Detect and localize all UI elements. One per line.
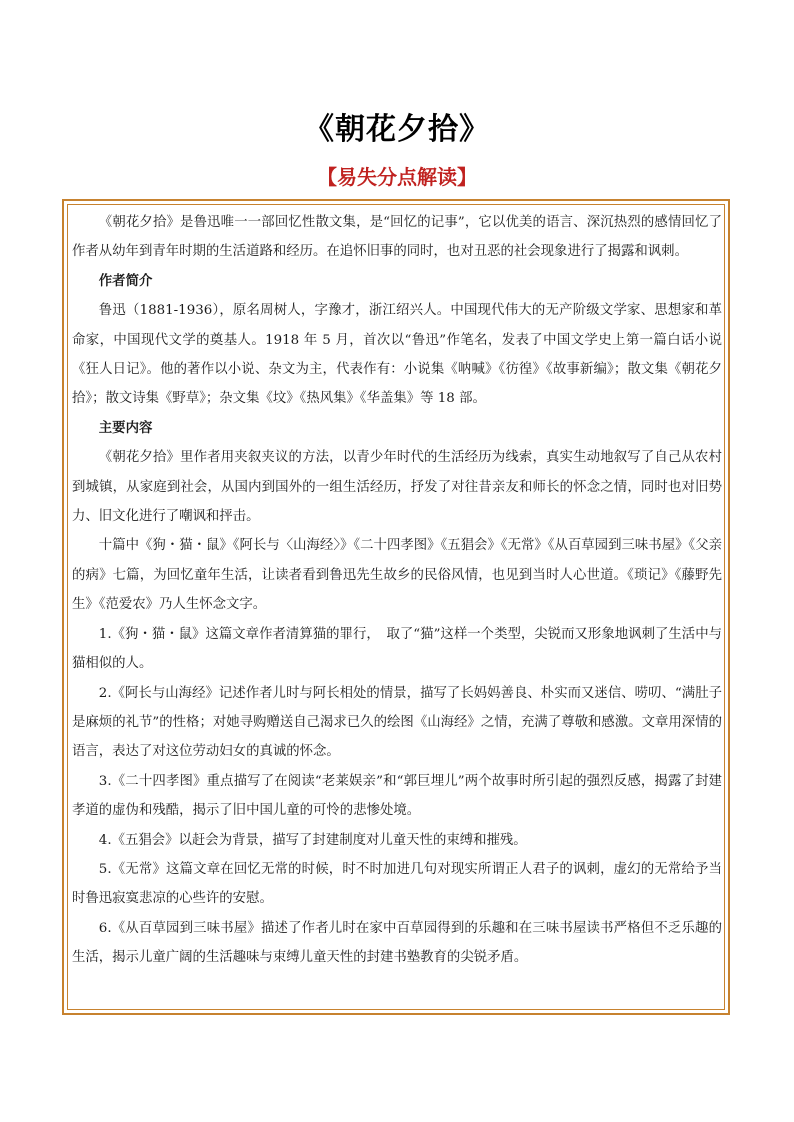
content-paragraph: 4.《五猖会》以赶会为背景，描写了封建制度对儿童天性的束缚和摧残。 <box>98 832 527 848</box>
content-paragraph: 5.《无常》这篇文章在回忆无常的时候，时不时加进几句对现实所谓正人君子的讽刺，虚幻的无常给予当时鲁迅寂寞悲凉的心些许的安慰。 <box>72 861 722 907</box>
content-paragraph: 3.《二十四孝图》重点描写了在阅读“老莱娱亲”和“郭巨埋儿”两个故事时所引起的强烈反感，揭露了封建孝道的虚伪和残酷，揭示了旧中国儿童的可怜的悲惨处境。 <box>72 773 722 819</box>
author-paragraph: 鲁迅（1881-1936），原名周树人，字豫才，浙江绍兴人。中国现代伟大的无产阶级文学家、思想家和革命家，中国现代文学的奠基人。1918 年 5 月，首次以“鲁迅”作笔名，发表了中国文学史上第一篇白话小说《狂人日记》。他的著作以小说、杂文为主，代表作有：小说集《呐喊》《彷徨》《故事新编》；散文集《朝花夕拾》；散文诗集《野草》；杂文集《坟》《热风集》《华盖集》等 18 部。 <box>72 303 722 407</box>
page-title: 《朝花夕拾》 <box>304 112 490 147</box>
content-paragraph: 《朝花夕拾》里作者用夹叙夹议的方法，以青少年时代的生活经历为线索，真实生动地叙写了自己从农村到城镇，从家庭到社会，从国内到国外的一组生活经历，抒发了对往昔亲友和师长的怀念之情，同时也对旧势力、旧文化进行了嘲讽和抨击。 <box>72 450 722 525</box>
section-heading: 【易失分点解读】 <box>317 165 477 189</box>
author-heading: 作者简介 <box>98 273 153 289</box>
intro-paragraph: 《朝花夕拾》是鲁迅唯一一部回忆性散文集，是“回忆的记事”，它以优美的语言、深沉热烈的感情回忆了作者从幼年到青年时期的生活道路和经历。在追怀旧事的同时，也对丑恶的社会现象进行了揭露和讽刺。 <box>72 215 722 260</box>
content-paragraph: 2.《阿长与山海经》记述作者儿时与阿长相处的情景，描写了长妈妈善良、朴实而又迷信、唠叨、“满肚子是麻烦的礼节”的性格；对她寻购赠送自己渴求已久的绘图《山海经》之情，充满了尊敬和感激。文章用深情的语言，表达了对这位劳动妇女的真诚的怀念。 <box>72 685 722 760</box>
content-body <box>72 208 722 973</box>
content-paragraph: 十篇中《狗・猫・鼠》《阿长与〈山海经〉》《二十四孝图》《五猖会》《无常》《从百草园到三味书屋》《父亲的病》七篇，为回忆童年生活，让读者看到鲁迅先生故乡的民俗风情，也见到当时人心世道。《琐记》《藤野先生》《范爱农》乃人生怀念文字。 <box>72 538 722 613</box>
content-heading: 主要内容 <box>98 420 153 436</box>
content-paragraph: 6.《从百草园到三味书屋》描述了作者儿时在家中百草园得到的乐趣和在三味书屋读书严格但不乏乐趣的生活，揭示儿童广阔的生活趣味与束缚儿童天性的封建书塾教育的尖锐矛盾。 <box>72 920 722 966</box>
content-paragraph: 1.《狗・猫・鼠》这篇文章作者清算猫的罪行， 取了“猫”这样一个类型，尖锐而又形象地讽刺了生活中与猫相似的人。 <box>72 626 722 672</box>
